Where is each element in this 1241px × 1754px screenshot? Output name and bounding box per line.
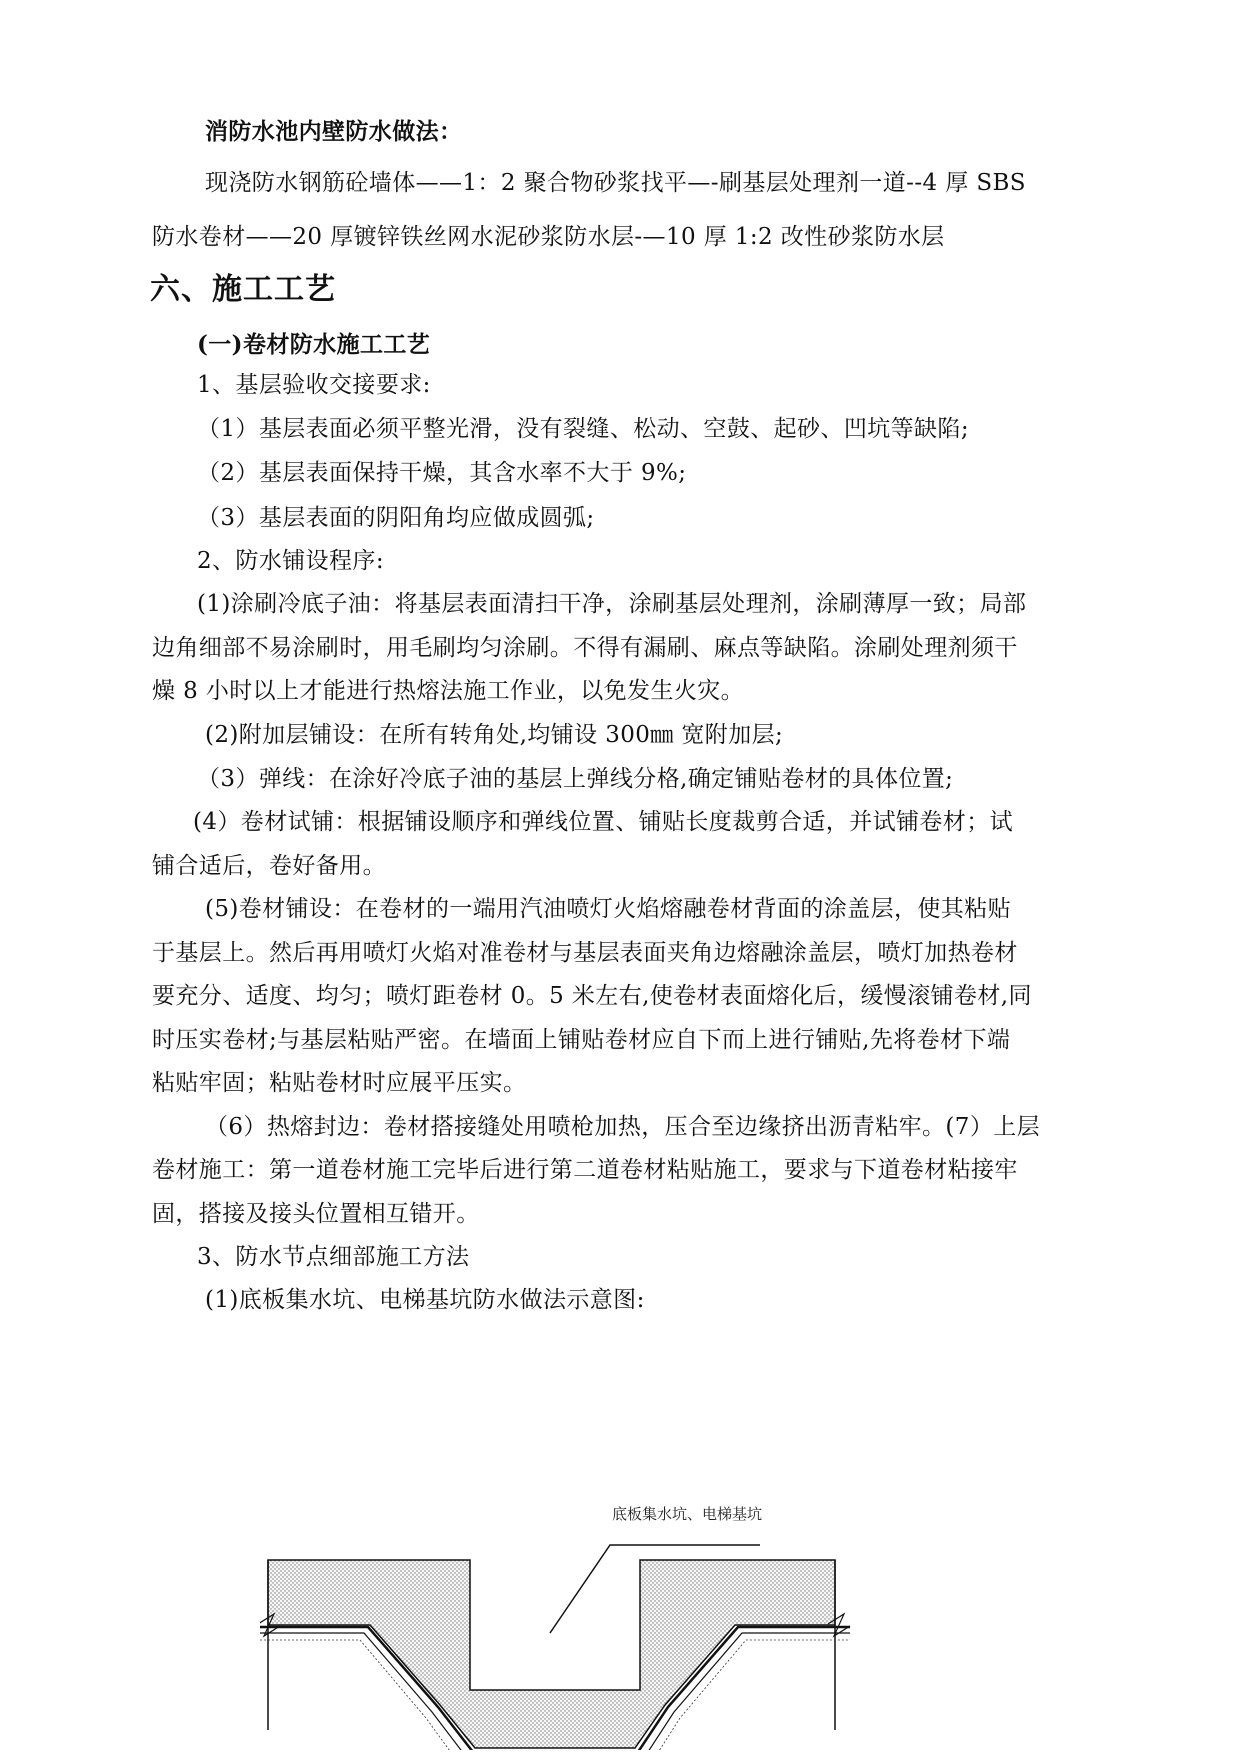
list-item: 3、防水节点细部施工方法 [197,1244,470,1270]
paragraph-line: 粘贴牢固；粘贴卷材时应展平压实。 [152,1070,527,1096]
paragraph-line: （6）热熔封边：卷材搭接缝处用喷枪加热，压合至边缘挤出沥青粘牢。(7）上层 [205,1114,1041,1140]
paragraph-line: 防水卷材——20 厚镀锌铁丝网水泥砂浆防水层-—10 厚 1:2 改性砂浆防水层 [152,224,945,250]
list-item: 2、防水铺设程序: [197,548,384,574]
paragraph-line: 固，搭接及接头位置相互错开。 [152,1201,480,1227]
paragraph-line: 要充分、适度、均匀；喷灯距卷材 0。5 米左右,使卷材表面熔化后，缓慢滚铺卷材,同 [152,983,1032,1009]
pit-waterproofing-diagram [260,1490,860,1754]
list-item: 1、基层验收交接要求: [197,372,431,398]
paragraph-line: 现浇防水钢筋砼墙体——1：2 聚合物砂浆找平—-刷基层处理剂一道--4 厚 SBS [205,170,1026,196]
chapter-heading: 六、施工工艺 [150,272,336,307]
list-item: (1)底板集水坑、电梯基坑防水做法示意图: [205,1287,645,1313]
paragraph-line: 燥 8 小时以上才能进行热熔法施工作业，以免发生火灾。 [152,678,745,704]
paragraph-line: 时压实卷材;与基层粘贴严密。在墙面上铺贴卷材应自下而上进行铺贴,先将卷材下端 [152,1027,1011,1053]
paragraph-line: 铺合适后，卷好备用。 [152,853,386,879]
paragraph-line: (5)卷材铺设：在卷材的一端用汽油喷灯火焰熔融卷材背面的涂盖层，使其粘贴 [205,896,1011,922]
section-title: 消防水池内壁防水做法： [205,118,463,145]
list-item: （2）基层表面保持干燥，其含水率不大于 9%; [197,460,687,486]
paragraph-line: (2)附加层铺设：在所有转角处,均铺设 300㎜ 宽附加层; [205,722,784,748]
pit-diagram-svg [260,1490,860,1750]
list-item: （3）基层表面的阴阳角均应做成圆弧; [197,505,595,531]
paragraph-line: 于基层上。然后再用喷灯火焰对准卷材与基层表面夹角边熔融涂盖层，喷灯加热卷材 [152,940,1018,966]
paragraph-line: (4）卷材试铺：根据铺设顺序和弹线位置、铺贴长度裁剪合适，并试铺卷材；试 [193,809,1014,835]
paragraph-line: (1)涂刷冷底子油：将基层表面清扫干净，涂刷基层处理剂，涂刷薄厚一致；局部 [197,591,1027,617]
paragraph-line: 边角细部不易涂刷时，用毛刷均匀涂刷。不得有漏刷、麻点等缺陷。涂刷处理剂须干 [152,635,1018,661]
list-item: （1）基层表面必须平整光滑，没有裂缝、松动、空鼓、起砂、凹坑等缺陷; [197,416,969,442]
paragraph-line: （3）弹线：在涂好冷底子油的基层上弹线分格,确定铺贴卷材的具体位置; [197,766,954,792]
sub-heading: (一)卷材防水施工工艺 [197,331,431,358]
figure-label: 底板集水坑、电梯基坑 [612,1505,763,1523]
paragraph-line: 卷材施工：第一道卷材施工完毕后进行第二道卷材粘贴施工，要求与下道卷材粘接牢 [152,1157,1018,1183]
concrete-slab [268,1560,835,1748]
